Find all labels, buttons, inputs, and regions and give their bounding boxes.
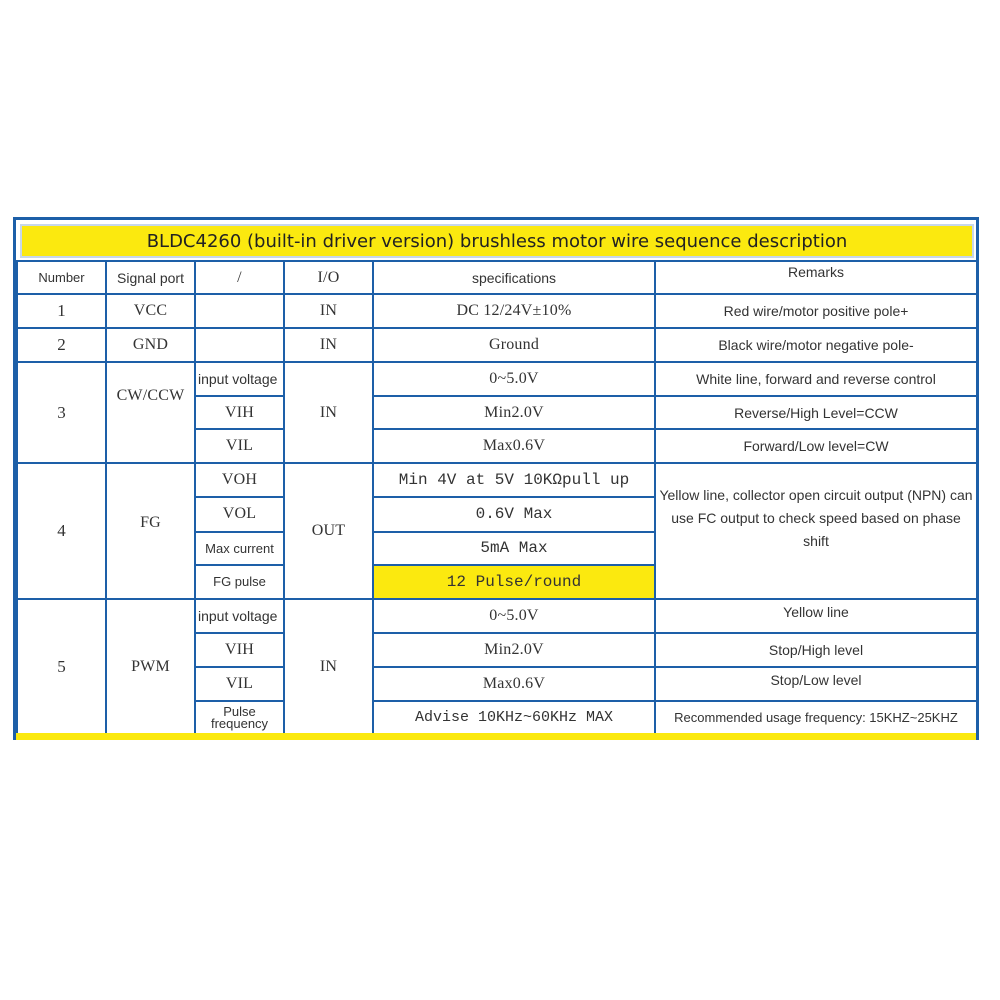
header-number: Number — [17, 261, 106, 294]
row4-sub1-spec: Min 4V at 5V 10KΩpull up — [373, 463, 655, 497]
row1-slash-empty — [195, 294, 284, 328]
row5-sub1-remark: Yellow line — [655, 599, 976, 633]
table-row — [17, 362, 976, 396]
row3-sub3-label: VIL — [195, 429, 284, 463]
table-row — [17, 463, 976, 497]
row3-sub2-label: VIH — [195, 396, 284, 429]
row3-sub1-spec: 0~5.0V — [373, 362, 655, 396]
row2-port: GND — [106, 328, 195, 362]
table-row — [17, 328, 976, 362]
row5-sub4-remark: Recommended usage frequency: 15KHZ~25KHZ — [655, 701, 976, 735]
header-row — [17, 261, 976, 294]
row4-sub2-spec: 0.6V Max — [373, 497, 655, 531]
row5-sub2-remark: Stop/High level — [655, 633, 976, 667]
header-slash: / — [195, 261, 284, 294]
table-row — [17, 599, 976, 633]
header-specifications: specifications — [373, 261, 655, 294]
row4-io: OUT — [284, 463, 373, 598]
wire-sequence-table — [16, 260, 976, 736]
row5-sub1-spec: 0~5.0V — [373, 599, 655, 633]
table-row — [17, 294, 976, 328]
row2-number: 2 — [17, 328, 106, 362]
row3-sub3-remark: Forward/Low level=CW — [655, 429, 976, 463]
row3-number: 3 — [17, 362, 106, 463]
row1-remark: Red wire/motor positive pole+ — [655, 294, 976, 328]
row4-sub4-label: FG pulse — [195, 565, 284, 599]
row3-sub1-label: input voltage — [195, 362, 284, 396]
row5-sub1-label: input voltage — [195, 599, 284, 633]
row2-remark: Black wire/motor negative pole- — [655, 328, 976, 362]
row4-number: 4 — [17, 463, 106, 598]
row4-sub4-spec-highlight: 12 Pulse/round — [373, 565, 655, 599]
row4-sub1-label: VOH — [195, 463, 284, 497]
row5-io: IN — [284, 599, 373, 735]
row3-sub2-spec: Min2.0V — [373, 396, 655, 429]
row4-port: FG — [106, 463, 195, 598]
bottom-highlight-strip — [16, 733, 976, 740]
table-frame — [13, 217, 979, 740]
row3-io: IN — [284, 362, 373, 463]
row1-io: IN — [284, 294, 373, 328]
header-remarks: Remarks — [655, 261, 976, 294]
row5-sub3-spec: Max0.6V — [373, 667, 655, 701]
row1-port: VCC — [106, 294, 195, 328]
row1-spec: DC 12/24V±10% — [373, 294, 655, 328]
row5-port: PWM — [106, 599, 195, 735]
row3-port: CW/CCW — [106, 362, 195, 463]
row5-sub4-spec: Advise 10KHz~60KHz MAX — [373, 701, 655, 735]
table-inner — [16, 220, 976, 740]
row3-sub2-remark: Reverse/High Level=CCW — [655, 396, 976, 429]
row5-sub2-label: VIH — [195, 633, 284, 667]
row4-sub3-spec: 5mA Max — [373, 532, 655, 565]
row2-io: IN — [284, 328, 373, 362]
row2-slash-empty — [195, 328, 284, 362]
table-title: BLDC4260 (built-in driver version) brushless motor wire sequence description — [20, 224, 974, 258]
header-io: I/O — [284, 261, 373, 294]
row5-sub4-label: Pulse frequency — [195, 701, 284, 735]
row5-sub2-spec: Min2.0V — [373, 633, 655, 667]
row2-spec: Ground — [373, 328, 655, 362]
row4-remark: Yellow line, collector open circuit output (NPN) can use FC output to check speed based on phase shift — [655, 463, 976, 598]
row4-sub2-label: VOL — [195, 497, 284, 531]
row5-sub3-label: VIL — [195, 667, 284, 701]
header-signal-port: Signal port — [106, 261, 195, 294]
row3-sub1-remark: White line, forward and reverse control — [655, 362, 976, 396]
row3-sub3-spec: Max0.6V — [373, 429, 655, 463]
row4-sub3-label: Max current — [195, 532, 284, 565]
row5-number: 5 — [17, 599, 106, 735]
row1-number: 1 — [17, 294, 106, 328]
row5-sub3-remark: Stop/Low level — [655, 667, 976, 701]
